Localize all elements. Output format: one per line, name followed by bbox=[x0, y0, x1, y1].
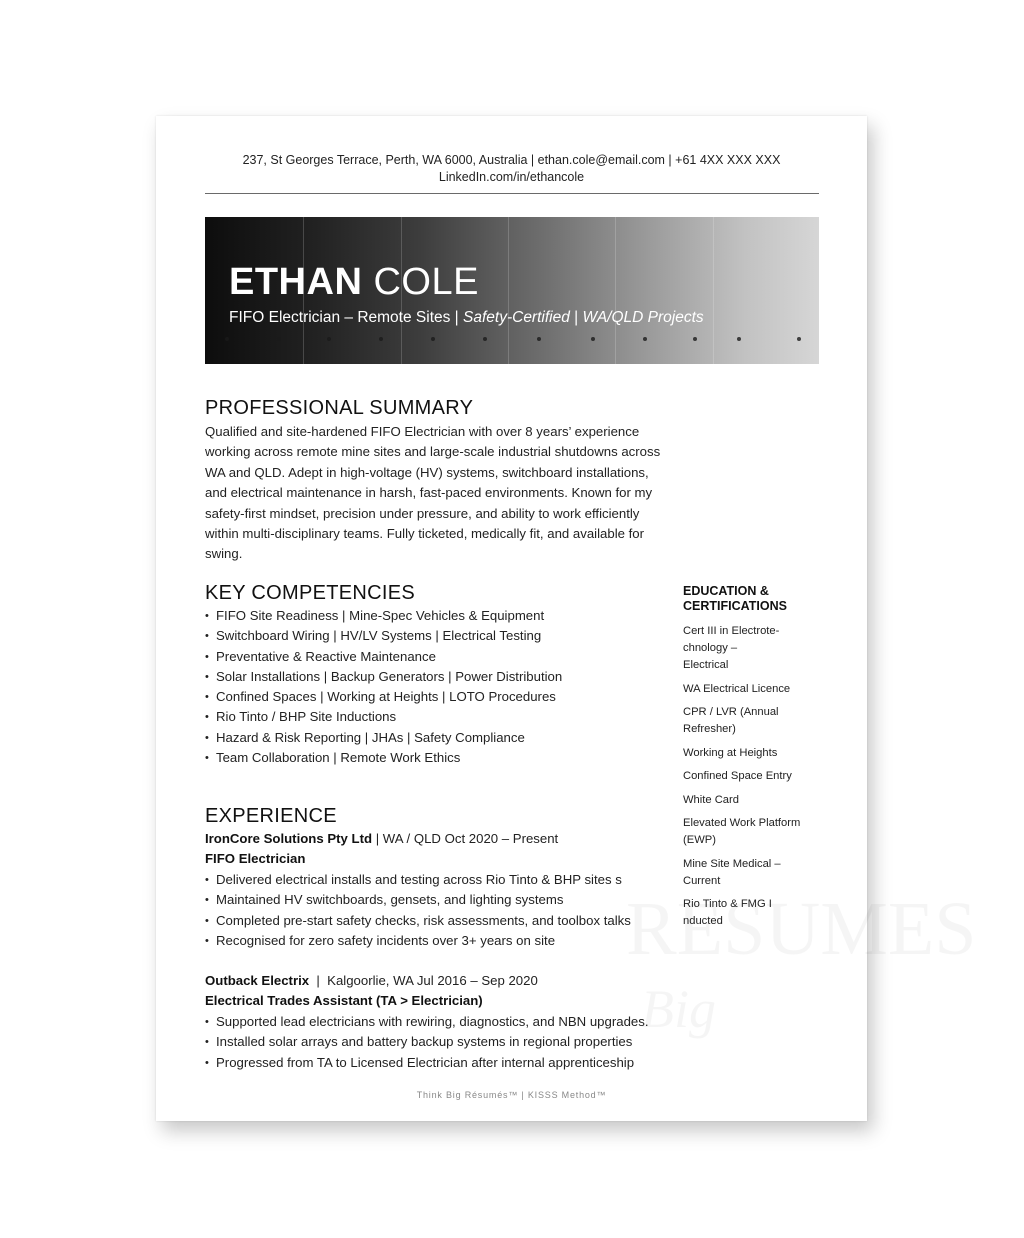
list-item: • Recognised for zero safety incidents over 3+ years on site bbox=[205, 931, 631, 951]
last-name: COLE bbox=[373, 261, 479, 303]
headline-certification: Safety-Certified bbox=[463, 309, 570, 326]
list-item: • Completed pre-start safety checks, risk assessments, and toolbox talks bbox=[205, 911, 631, 931]
watermark-text-secondary bbox=[641, 978, 716, 1040]
list-item: • Hazard & Risk Reporting | JHAs | Safety Compliance bbox=[205, 728, 562, 748]
job-details: | WA / QLD Oct 2020 – Present bbox=[372, 831, 559, 846]
certification-item: Rio Tinto & FMG I nducted bbox=[683, 898, 772, 927]
experience-heading: EXPERIENCE bbox=[205, 805, 337, 827]
footer-branding: Think Big Résumés™ | KISSS Method™ bbox=[416, 1090, 607, 1100]
job-title: FIFO Electrician bbox=[205, 851, 306, 867]
summary-heading: PROFESSIONAL SUMMARY bbox=[205, 397, 474, 419]
certification-item: Confined Space Entry bbox=[683, 770, 792, 782]
certification-item: Mine Site Medical – Current bbox=[683, 857, 781, 887]
headline bbox=[229, 309, 704, 327]
list-item: • Team Collaboration | Remote Work Ethics bbox=[205, 748, 562, 768]
competencies-heading: KEY COMPETENCIES bbox=[205, 582, 416, 604]
job-header bbox=[205, 829, 558, 870]
headline-projects: WA/QLD Projects bbox=[582, 309, 704, 326]
list-item: • Preventative & Reactive Maintenance bbox=[205, 647, 562, 667]
list-item: • Switchboard Wiring | HV/LV Systems | Electrical Testing bbox=[205, 626, 562, 646]
education-heading-text: EDUCATION & CERTIFICATIONS bbox=[683, 584, 787, 613]
certification-item: WA Electrical Licence bbox=[683, 682, 791, 695]
summary-text: Qualified and site-hardened FIFO Electrician with over 8 years’ experience working across remote mine sites and large-scale industrial shutdowns across WA and QLD. Adept in high-voltage (HV) systems, switchboard installations, and electrical maintenance in harsh, fast-paced environments. Known for my safety-first mindset, precision under pressure, and ability to work efficiently within multi-disciplinary teams. Fully ticketed, medically fit, and available for swing. bbox=[205, 424, 661, 562]
headline-separator: | bbox=[450, 309, 464, 326]
resume-page bbox=[156, 116, 867, 1121]
job-company: Outback Electrix bbox=[205, 973, 310, 988]
list-item: • FIFO Site Readiness | Mine-Spec Vehicles & Equipment bbox=[205, 606, 562, 626]
contact-block bbox=[156, 152, 867, 186]
education-list bbox=[683, 623, 808, 937]
job-header bbox=[205, 971, 538, 1012]
list-item: • Progressed from TA to Licensed Electrician after internal apprenticeship bbox=[205, 1053, 649, 1073]
header-divider bbox=[205, 193, 819, 194]
list-item: • Maintained HV switchboards, gensets, and lighting systems bbox=[205, 890, 631, 910]
list-item: • Supported lead electricians with rewiring, diagnostics, and NBN upgrades. bbox=[205, 1012, 649, 1032]
job-title: Electrical Trades Assistant (TA > Electrician) bbox=[205, 993, 483, 1009]
job-company: IronCore Solutions Pty Ltd bbox=[205, 831, 373, 846]
list-item: • Solar Installations | Backup Generators | Power Distribution bbox=[205, 667, 562, 687]
certification-item: White Card bbox=[683, 793, 739, 806]
header-banner bbox=[205, 217, 819, 364]
contact-linkedin: LinkedIn.com/in/ethancole bbox=[438, 170, 585, 184]
certification-item: CPR / LVR (Annual Refresher) bbox=[683, 706, 779, 735]
list-item: • Installed solar arrays and battery backup systems in regional properties bbox=[205, 1032, 649, 1052]
competencies-list bbox=[205, 606, 562, 768]
job-bullets bbox=[205, 870, 631, 951]
education-heading bbox=[683, 584, 798, 614]
candidate-name bbox=[229, 261, 479, 304]
certification-item: Elevated Work Platform (EWP) bbox=[683, 817, 801, 846]
job-details: | Kalgoorlie, WA Jul 2016 – Sep 2020 bbox=[309, 973, 538, 988]
headline-role: FIFO Electrician – Remote Sites bbox=[229, 309, 451, 326]
list-item: • Delivered electrical installs and testing across Rio Tinto & BHP sites s bbox=[205, 870, 631, 890]
list-item: • Rio Tinto / BHP Site Inductions bbox=[205, 707, 562, 727]
job-bullets bbox=[205, 1012, 649, 1073]
certification-item: Working at Heights bbox=[683, 746, 778, 759]
headline-separator: | bbox=[569, 309, 583, 326]
contact-address-line: 237, St Georges Terrace, Perth, WA 6000, Australia | ethan.cole@email.com | +61 4XX XXX XXX bbox=[242, 153, 781, 167]
first-name: ETHAN bbox=[229, 261, 363, 303]
certification-item: Cert III in Electrote-chnology – Electrical bbox=[683, 625, 780, 671]
list-item: • Confined Spaces | Working at Heights | LOTO Procedures bbox=[205, 687, 562, 707]
